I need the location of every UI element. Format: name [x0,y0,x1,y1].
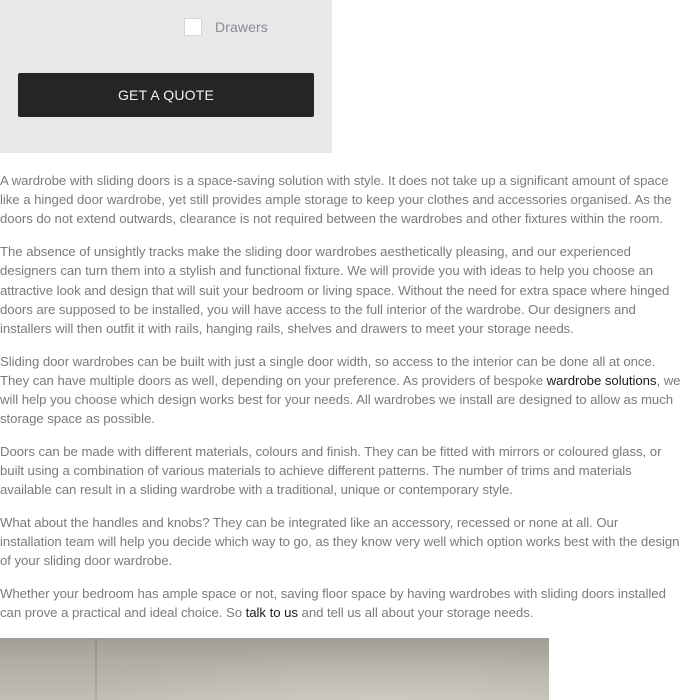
drawers-option[interactable] [184,17,268,37]
photo-shading [0,638,549,700]
drawers-label: Drawers [215,19,268,35]
article-paragraph-5: What about the handles and knobs? They can be integrated like an accessory, recessed or none at all. Our installation team will help you decide which way to go, as they know very well which option works best with the design of your sliding door wardrobe. [0,515,680,569]
wardrobe-photo [0,638,549,700]
talk-to-us-link[interactable]: talk to us [245,605,298,621]
paragraph-6-text-start: Whether your bedroom has ample space or not, saving floor space by having wardrobes with sliding doors installed can prove a practical and ideal choice. So [0,586,666,621]
get-a-quote-button[interactable]: GET A QUOTE [18,73,314,117]
article-paragraph-3 [0,352,682,429]
article-paragraph-2: The absence of unsightly tracks make the sliding door wardrobes aesthetically pleasing, and our experienced designers can turn them into a stylish and functional fixture. We will provide you with ideas to help you choose an attractive look and design that will suit your bedroom or living space. Without the need for extra space where hinged doors are supposed to be installed, you will have access to the full interior of the wardrobe. Our designers and installers will then outfit it with rails, hanging rails, shelves and drawers to meet your storage needs. [0,244,670,336]
quote-form-panel [0,0,332,153]
paragraph-6-text-end: and tell us all about your storage needs. [297,605,534,621]
article-body [0,171,682,636]
paragraph-3-text-start: Sliding door wardrobes can be built with just a single door width, so access to the interior can be done all at once. They can have multiple doors as well, depending on your preference. As providers of bespoke [0,353,656,388]
article-paragraph-1: A wardrobe with sliding doors is a space-saving solution with style. It does not take up a significant amount of space like a hinged door wardrobe, yet still provides ample storage to keep your clothes and accessories organised. As the doors do not extend outwards, clearance is not required between the wardrobes and other fixtures within the room. [0,173,672,227]
paragraph-3-text-end: , we will help you choose which design works best for your needs. All wardrobes we install are designed to allow as much storage space as possible. [0,372,681,427]
article-paragraph-6 [0,584,682,622]
article-paragraph-4: Doors can be made with different materials, colours and finish. They can be fitted with mirrors or coloured glass, or built using a combination of various materials to achieve different patterns. The number of trims and materials available can result in a sliding wardrobe with a traditional, unique or contemporary style. [0,443,662,498]
wardrobe-solutions-link[interactable]: wardrobe solutions [546,372,657,388]
drawers-checkbox[interactable] [184,18,202,36]
